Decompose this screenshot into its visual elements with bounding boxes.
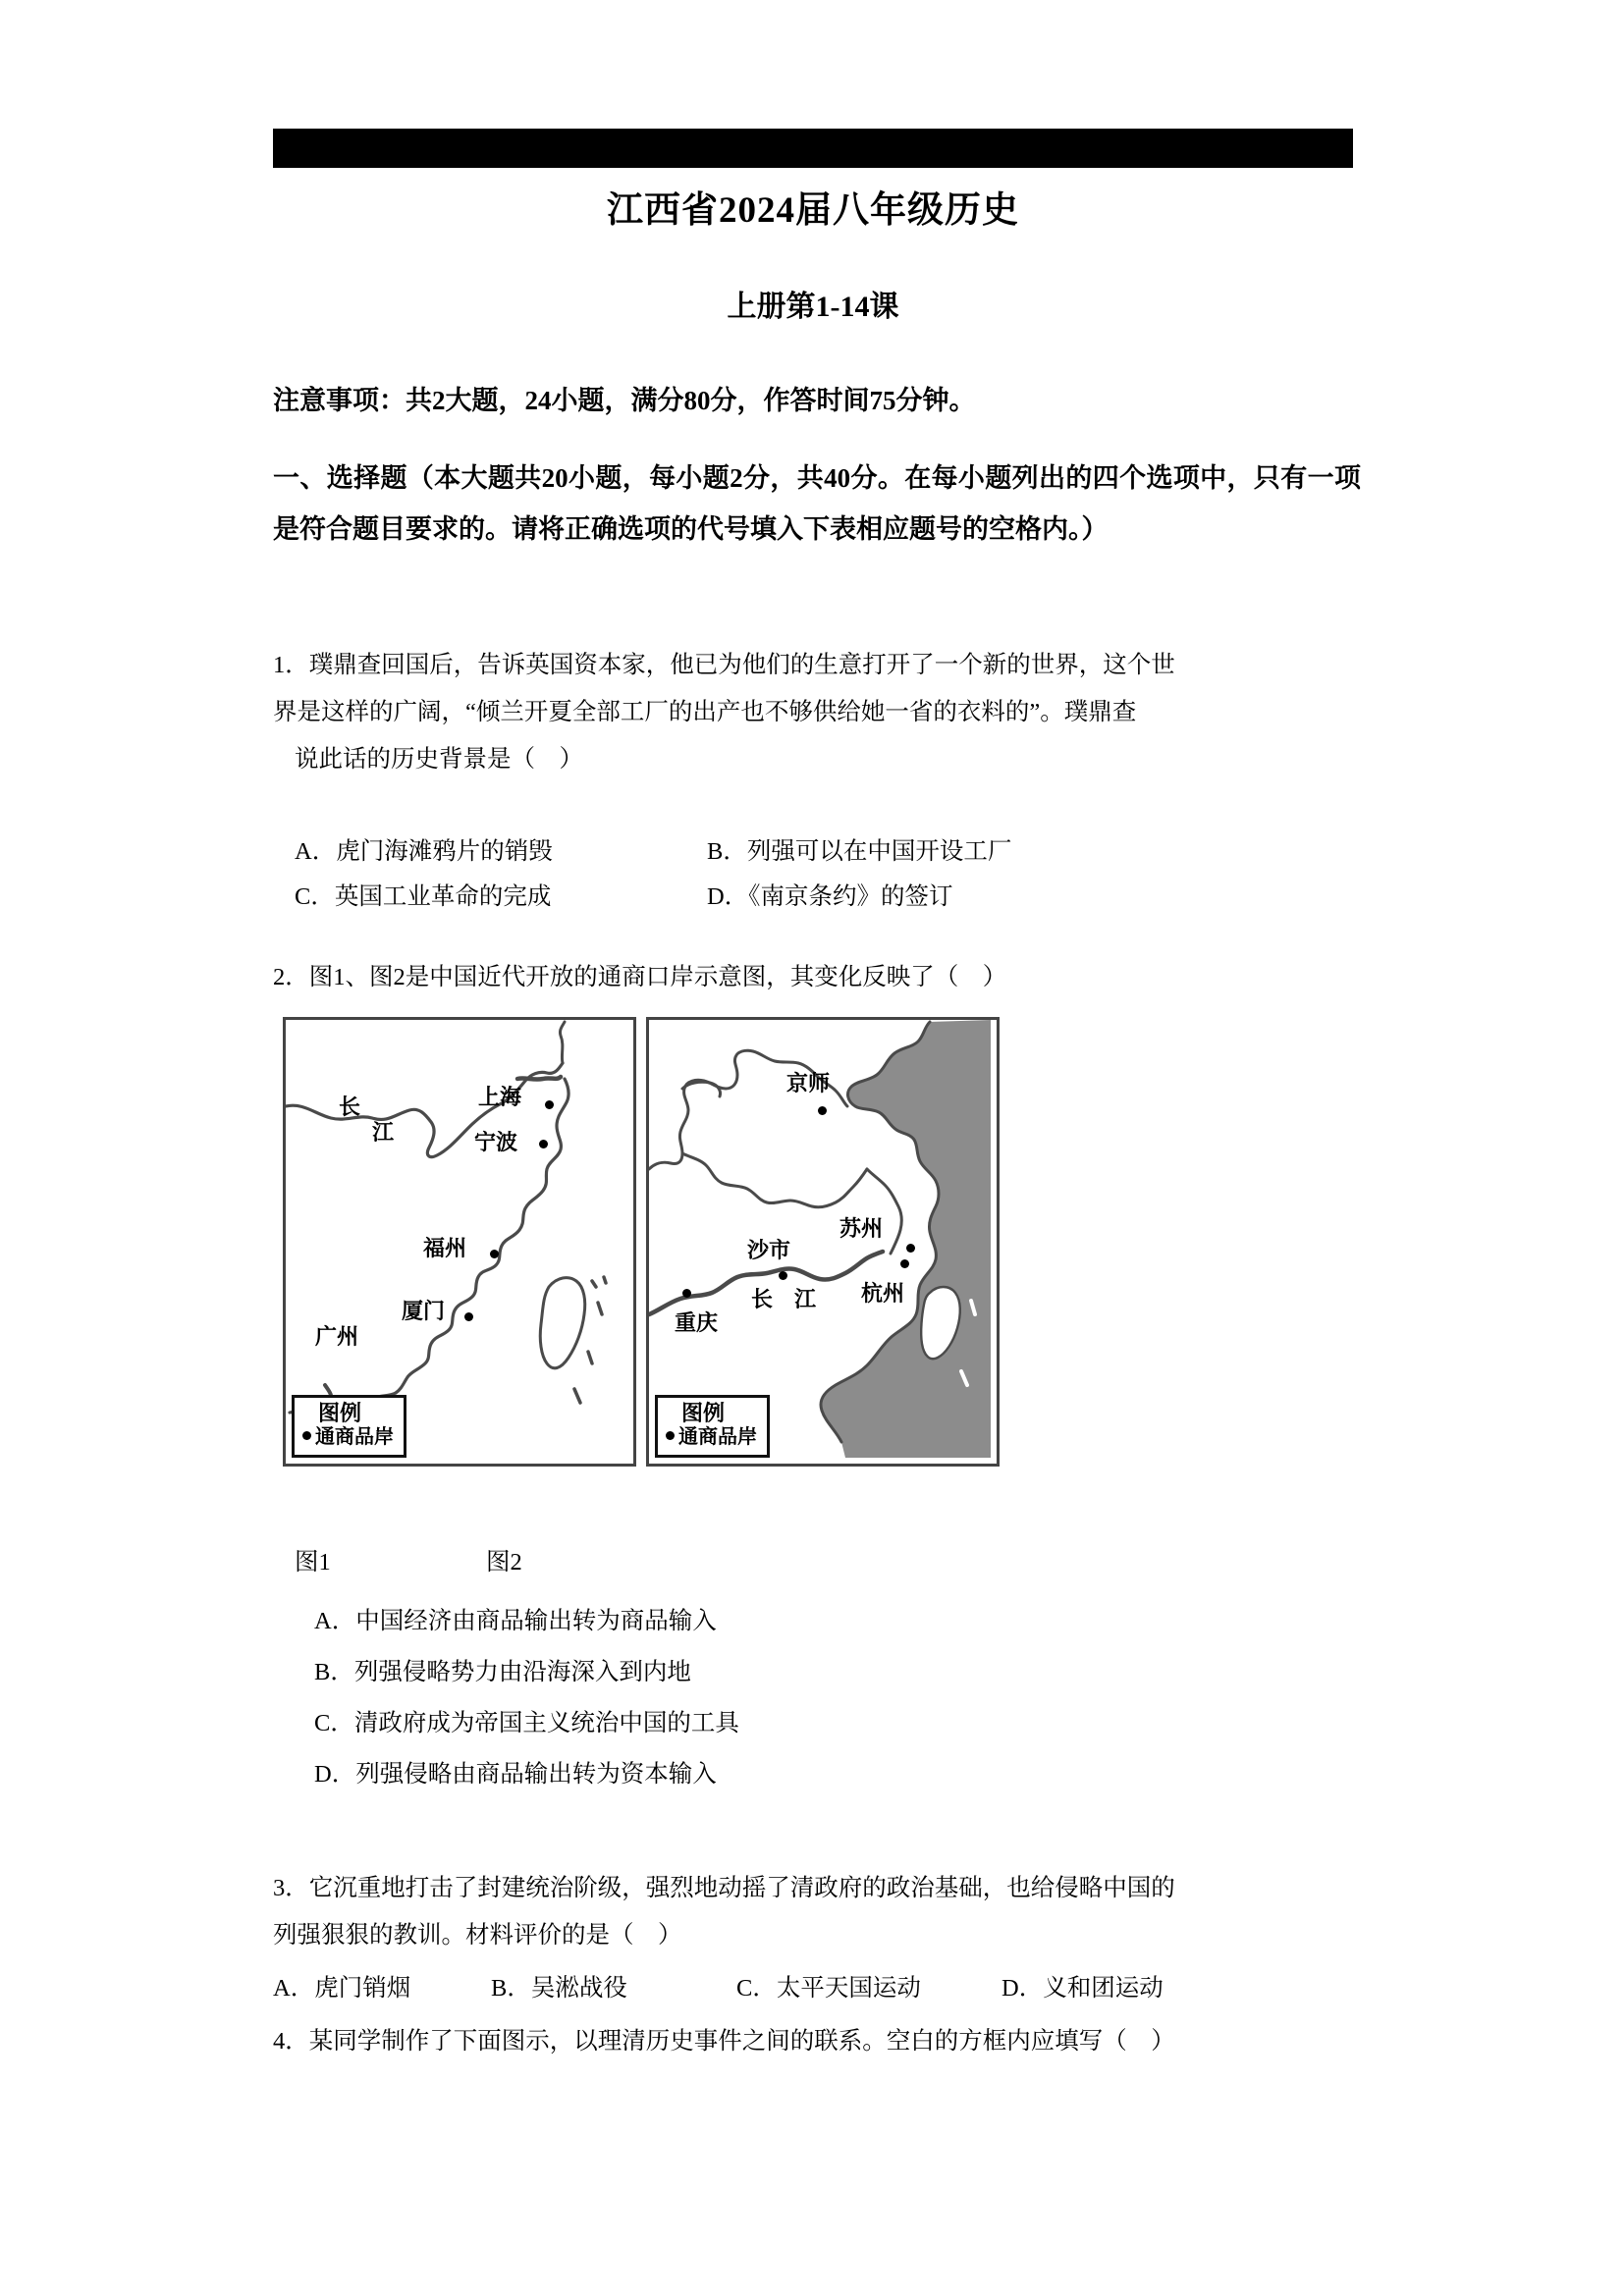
figure-1-label-xiamen: 厦门	[402, 1299, 446, 1323]
figure-2-river-label-char-2: 江	[794, 1287, 817, 1311]
figure-2-dot-chongqing	[682, 1289, 691, 1298]
figure-2-label-shashi: 沙市	[747, 1238, 791, 1262]
figure-2-legend	[655, 1395, 770, 1458]
question-1-option-a[interactable]: A．虎门海滩鸦片的销毁	[295, 837, 553, 865]
figure-1-dot-ningbo	[539, 1140, 548, 1148]
question-1-option-row-1	[295, 829, 1365, 875]
figure-2-river-label-char-1: 长	[751, 1287, 774, 1311]
question-3-option-b[interactable]: B．吴淞战役	[491, 1975, 627, 2002]
redaction-bar	[273, 129, 1353, 168]
figure-1-river-label-char-2: 江	[372, 1120, 395, 1145]
question-1-stem-line-3: 说此话的历史背景是（ ）	[295, 746, 583, 773]
figure-2-caption: 图2	[486, 1549, 522, 1575]
figure-2-label-chongqing: 重庆	[675, 1310, 719, 1335]
question-1-stem-line-2: 界是这样的广阔，“倾兰开夏全部工厂的出产也不够供给她一省的衣料的”。璞鼎查	[273, 699, 1137, 725]
figure-2-dot-suzhou	[906, 1244, 915, 1253]
figure-1-legend-item-label: 通商品岸	[315, 1426, 394, 1449]
figure-1-dot-shanghai	[545, 1100, 554, 1109]
question-4-stem: 4．某同学制作了下面图示，以理清历史事件之间的联系。空白的方框内应填写（ ）	[273, 2028, 1175, 2055]
question-1-stem-line-1: 1．璞鼎查回国后，告诉英国资本家，他已为他们的生意打开了一个新的世界，这个世	[273, 652, 1175, 678]
question-2-option-c[interactable]: C．清政府成为帝国主义统治中国的工具	[314, 1710, 739, 1736]
figure-1-label-shanghai: 上海	[478, 1085, 522, 1109]
page-subtitle: 上册第1-14课	[727, 291, 899, 323]
figure-2-legend-title: 图例	[681, 1401, 726, 1426]
question-3-stem-line-2: 列强狠狠的教训。材料评价的是（ ）	[273, 1922, 682, 1949]
question-2-options	[314, 1596, 1355, 1800]
figure-2-label-jingshi: 京师	[786, 1071, 831, 1095]
figure-2-label-suzhou: 苏州	[839, 1216, 884, 1241]
question-2-option-d[interactable]: D．列强侵略由商品输出转为资本输入	[314, 1761, 717, 1788]
legend-dot-icon	[302, 1431, 311, 1440]
notice-line: 注意事项：共2大题，24小题，满分80分，作答时间75分钟。	[273, 386, 976, 415]
page-title: 江西省2024届八年级历史	[607, 190, 1019, 231]
question-3-stem-line-1: 3．它沉重地打击了封建统治阶级，强烈地动摇了清政府的政治基础，也给侵略中国的	[273, 1875, 1175, 1901]
figure-1-dot-fuzhou	[490, 1250, 499, 1258]
section-heading: 一、选择题（本大题共20小题，每小题2分，共40分。在每小题列出的四个选项中，只有一项是符合题目要求的。请将正确选项的代号填入下表相应题号的空格内。）	[273, 463, 1361, 544]
question-3-options	[273, 1969, 1363, 2003]
figure-2-dot-jingshi	[818, 1106, 827, 1115]
question-3-option-c[interactable]: C．太平天国运动	[736, 1975, 921, 2002]
figure-captions	[295, 1543, 982, 1577]
figure-1-legend-item	[302, 1426, 394, 1450]
figure-1-caption: 图1	[295, 1549, 331, 1575]
figure-1-label-fuzhou: 福州	[423, 1236, 467, 1260]
figure-2-legend-item	[666, 1426, 757, 1450]
question-1-option-d[interactable]: D．《南京条约》的签订	[707, 882, 953, 910]
question-3-option-d[interactable]: D．义和团运动	[1001, 1975, 1164, 2002]
legend-dot-icon	[666, 1431, 675, 1440]
figure-1-label-guangzhou: 广州	[315, 1324, 359, 1349]
figure-2-dot-shashi	[779, 1271, 787, 1280]
question-1-option-b[interactable]: B．列强可以在中国开设工厂	[707, 837, 1012, 865]
figure-1-legend	[292, 1395, 406, 1458]
question-2-stem: 2．图1、图2是中国近代开放的通商口岸示意图，其变化反映了（ ）	[273, 964, 1007, 990]
figure-1-label-ningbo: 宁波	[474, 1130, 518, 1154]
question-3-option-a[interactable]: A．虎门销烟	[273, 1975, 411, 2002]
figure-2-dot-hangzhou	[900, 1259, 909, 1268]
figure-1-map	[283, 1017, 636, 1467]
question-2-option-b[interactable]: B．列强侵略势力由沿海深入到内地	[314, 1659, 691, 1685]
question-1-options	[295, 829, 1365, 920]
figure-1-river-label-char-1: 长	[339, 1095, 361, 1119]
figure-2-label-hangzhou: 杭州	[861, 1281, 905, 1306]
question-2-option-a[interactable]: A．中国经济由商品输出转为商品输入	[314, 1608, 717, 1634]
figure-1-legend-title: 图例	[318, 1401, 362, 1426]
question-1-option-row-2	[295, 875, 1365, 920]
figure-2-legend-item-label: 通商品岸	[678, 1426, 757, 1449]
question-1-option-c[interactable]: C．英国工业革命的完成	[295, 882, 552, 910]
figure-2-map	[646, 1017, 1000, 1467]
figure-1-dot-xiamen	[464, 1312, 473, 1321]
